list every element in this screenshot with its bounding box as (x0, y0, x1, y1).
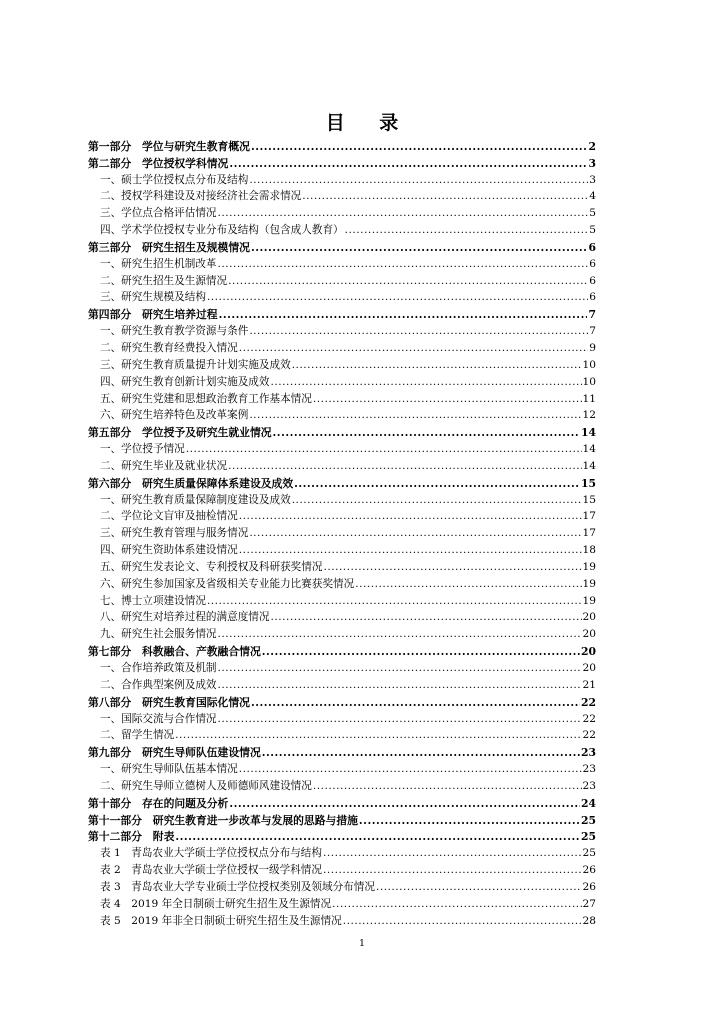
toc-entry-page: 17 (582, 510, 596, 523)
toc-dot-leader (294, 477, 580, 490)
toc-dot-leader (323, 847, 582, 860)
toc-entry-page: 26 (582, 864, 596, 877)
toc-dot-leader (271, 376, 582, 389)
toc-dot-leader (218, 713, 582, 726)
toc-entry-page: 5 (589, 207, 596, 220)
toc-subsection-entry[interactable] (88, 406, 596, 423)
toc-dot-leader (228, 275, 588, 288)
toc-subsection-entry[interactable] (88, 894, 596, 911)
toc-entry-page: 28 (582, 914, 596, 927)
toc-dot-leader (302, 190, 588, 203)
toc-entry-page: 18 (582, 544, 596, 557)
toc-section-entry[interactable] (88, 827, 596, 844)
toc-entry-title: 六、研究生参加国家及省级相关专业能力比赛获奖情况 (100, 577, 355, 590)
toc-dot-leader (239, 510, 582, 523)
toc-dot-leader (219, 308, 588, 321)
page-title: 目 录 (325, 112, 413, 134)
toc-subsection-entry[interactable] (88, 271, 596, 288)
toc-dot-leader (175, 830, 580, 843)
toc-entry-title: 二、研究生教育经费投入情况 (100, 341, 238, 354)
toc-dot-leader (313, 780, 582, 793)
toc-entry-page: 22 (582, 712, 596, 725)
toc-entry-title: 第十二部分 附表 (88, 830, 175, 844)
toc-entry-page: 23 (582, 779, 596, 792)
toc-entry-title: 二、留学生情况 (100, 729, 175, 742)
toc-entry-title: 一、研究生教育教学资源与条件 (100, 325, 249, 338)
toc-dot-leader (262, 645, 580, 658)
toc-entry-page: 10 (582, 358, 596, 371)
toc-subsection-entry[interactable] (88, 860, 596, 877)
toc-subsection-entry[interactable] (88, 254, 596, 271)
toc-subsection-entry[interactable] (88, 726, 596, 743)
toc-entry-title: 第六部分 研究生质量保障体系建设及成效 (88, 476, 294, 490)
toc-entry-title: 二、学位论文盲审及抽检情况 (100, 510, 238, 523)
toc-dot-leader (323, 561, 581, 574)
toc-entry-title: 第一部分 学位与研究生教育概况 (88, 139, 250, 153)
toc-entry-title: 二、研究生招生及生源情况 (100, 274, 228, 287)
toc-entry-page: 7 (588, 308, 596, 322)
toc-dot-leader (332, 898, 581, 911)
toc-section-entry[interactable] (88, 136, 596, 153)
toc-entry-page: 14 (580, 426, 596, 440)
toc-dot-leader (207, 291, 588, 304)
toc-entry-title: 第五部分 学位授予及研究生就业情况 (88, 426, 272, 440)
toc-entry-page: 4 (589, 190, 596, 203)
toc-subsection-entry[interactable] (88, 338, 596, 355)
toc-section-entry[interactable] (88, 422, 596, 439)
toc-subsection-entry[interactable] (88, 776, 596, 793)
toc-entry-page: 26 (582, 880, 596, 893)
toc-entry-page: 21 (582, 678, 596, 691)
toc-subsection-entry[interactable] (88, 843, 596, 860)
toc-entry-title: 一、学位授予情况 (100, 443, 185, 456)
toc-entry-page: 20 (582, 611, 596, 624)
toc-dot-leader (249, 325, 588, 338)
toc-entry-page: 24 (580, 796, 596, 810)
toc-entry-title: 一、国际交流与合作情况 (100, 712, 217, 725)
toc-entry-page: 9 (589, 341, 596, 354)
table-of-contents (88, 136, 596, 928)
toc-subsection-entry[interactable] (88, 321, 596, 338)
toc-entry-title: 表 5 2019 年非全日制硕士研究生招生及生源情况 (100, 914, 342, 927)
toc-entry-title: 二、研究生毕业及就业状况 (100, 459, 228, 472)
toc-entry-page: 2 (588, 139, 596, 153)
toc-subsection-entry[interactable] (88, 507, 596, 524)
toc-entry-page: 11 (582, 392, 596, 405)
toc-entry-page: 3 (588, 156, 596, 170)
toc-subsection-entry[interactable] (88, 372, 596, 389)
toc-subsection-entry[interactable] (88, 203, 596, 220)
toc-entry-title: 第八部分 研究生教育国际化情况 (88, 695, 250, 709)
toc-entry-page: 5 (589, 224, 596, 237)
toc-entry-title: 第九部分 研究生导师队伍建设情况 (88, 746, 261, 760)
toc-subsection-entry[interactable] (88, 355, 596, 372)
toc-subsection-entry[interactable] (88, 456, 596, 473)
toc-entry-title: 表 3 青岛农业大学专业硕士学位授权类别及领域分布情况 (100, 880, 375, 893)
toc-dot-leader (218, 258, 588, 271)
toc-dot-leader (207, 595, 582, 608)
toc-entry-title: 五、研究生发表论文、专利授权及科研获奖情况 (100, 560, 323, 573)
toc-subsection-entry[interactable] (88, 288, 596, 305)
toc-entry-title: 四、研究生教育创新计划实施及成效 (100, 375, 270, 388)
toc-dot-leader (323, 864, 582, 877)
toc-subsection-entry[interactable] (88, 540, 596, 557)
toc-entry-page: 14 (582, 459, 596, 472)
toc-section-entry[interactable] (88, 473, 596, 490)
toc-section-entry[interactable] (88, 810, 596, 827)
toc-entry-title: 表 2 青岛农业大学硕士学位授权一级学科情况 (100, 864, 322, 877)
toc-subsection-entry[interactable] (88, 187, 596, 204)
toc-entry-page: 19 (582, 577, 596, 590)
toc-entry-page: 22 (580, 695, 596, 709)
toc-dot-leader (175, 729, 581, 742)
toc-entry-title: 八、研究生对培养过程的满意度情况 (100, 611, 270, 624)
toc-entry-page: 17 (582, 527, 596, 540)
toc-entry-title: 一、研究生导师队伍基本情况 (100, 763, 238, 776)
toc-subsection-entry[interactable] (88, 759, 596, 776)
toc-dot-leader (229, 157, 587, 170)
toc-entry-title: 三、学位点合格评估情况 (100, 207, 217, 220)
toc-dot-leader (249, 174, 588, 187)
toc-entry-page: 12 (582, 409, 596, 422)
toc-subsection-entry[interactable] (88, 608, 596, 625)
toc-entry-title: 七、博士立项建设情况 (100, 594, 206, 607)
toc-dot-leader (262, 746, 580, 759)
toc-subsection-entry[interactable] (88, 658, 596, 675)
toc-entry-title: 第七部分 科教融合、产教融合情况 (88, 645, 261, 659)
toc-entry-title: 六、研究生培养特色及改革案例 (100, 409, 249, 422)
toc-entry-title: 五、研究生党建和思想政治教育工作基本情况 (100, 392, 312, 405)
toc-subsection-entry[interactable] (88, 591, 596, 608)
toc-entry-page: 10 (582, 375, 596, 388)
toc-entry-title: 三、研究生教育质量提升计划实施及成效 (100, 358, 291, 371)
toc-entry-page: 23 (582, 763, 596, 776)
toc-dot-leader (239, 544, 582, 557)
toc-entry-page: 6 (588, 240, 596, 254)
toc-entry-title: 第二部分 学位授权学科情况 (88, 156, 229, 170)
toc-entry-title: 四、学术学位授权专业分布及结构（包含成人教育） (100, 224, 344, 237)
toc-dot-leader (251, 696, 580, 709)
toc-dot-leader (218, 679, 582, 692)
toc-dot-leader (251, 140, 588, 153)
toc-entry-title: 四、研究生资助体系建设情况 (100, 544, 238, 557)
toc-entry-title: 一、研究生招生机制改革 (100, 257, 217, 270)
toc-dot-leader (251, 241, 588, 254)
toc-section-entry[interactable] (88, 641, 596, 658)
toc-entry-page: 20 (580, 645, 596, 659)
toc-entry-page: 23 (580, 746, 596, 760)
toc-dot-leader (273, 426, 580, 439)
toc-dot-leader (343, 915, 582, 928)
toc-entry-title: 一、硕士学位授权点分布及结构 (100, 173, 249, 186)
toc-entry-title: 表 4 2019 年全日制硕士研究生招生及生源情况 (100, 897, 332, 910)
toc-entry-page: 6 (589, 257, 596, 270)
toc-dot-leader (313, 393, 582, 406)
toc-entry-title: 一、合作培养政策及机制 (100, 662, 217, 674)
toc-dot-leader (218, 207, 588, 220)
toc-entry-title: 二、研究生导师立德树人及师德师风建设情况 (100, 779, 312, 792)
toc-section-entry[interactable] (88, 304, 596, 321)
toc-entry-title: 表 1 青岛农业大学硕士学位授权点分布与结构 (100, 847, 322, 860)
toc-section-entry[interactable] (88, 237, 596, 254)
toc-entry-page: 27 (582, 897, 596, 910)
toc-subsection-entry[interactable] (88, 439, 596, 456)
toc-dot-leader (355, 578, 581, 591)
toc-section-entry[interactable] (88, 153, 596, 170)
toc-section-entry[interactable] (88, 793, 596, 810)
toc-section-entry[interactable] (88, 692, 596, 709)
toc-dot-leader (376, 881, 582, 894)
toc-entry-page: 6 (589, 274, 596, 287)
toc-entry-page: 3 (589, 173, 596, 186)
toc-entry-page: 25 (580, 813, 596, 827)
toc-entry-title: 第十一部分 研究生教育进一步改革与发展的思路与措施 (88, 813, 358, 827)
toc-entry-page: 19 (582, 560, 596, 573)
toc-entry-page: 15 (580, 476, 596, 490)
toc-entry-page: 6 (589, 291, 596, 304)
toc-entry-title: 第四部分 研究生培养过程 (88, 308, 218, 322)
toc-entry-page: 7 (589, 325, 596, 338)
toc-subsection-entry[interactable] (88, 574, 596, 591)
toc-entry-page: 19 (582, 594, 596, 607)
toc-subsection-entry[interactable] (88, 675, 596, 692)
toc-dot-leader (271, 611, 582, 624)
toc-entry-page: 20 (582, 628, 596, 641)
toc-dot-leader (218, 628, 582, 641)
toc-dot-leader (186, 443, 582, 456)
toc-dot-leader (359, 814, 580, 827)
toc-subsection-entry[interactable] (88, 170, 596, 187)
toc-dot-leader (239, 342, 588, 355)
toc-dot-leader (229, 797, 580, 810)
toc-dot-leader (228, 460, 581, 473)
page-number: 1 (358, 938, 366, 949)
toc-entry-title: 三、研究生教育管理与服务情况 (100, 527, 249, 540)
toc-subsection-entry[interactable] (88, 389, 596, 406)
toc-section-entry[interactable] (88, 742, 596, 759)
toc-dot-leader (249, 527, 581, 540)
toc-dot-leader (292, 494, 582, 507)
toc-dot-leader (345, 224, 588, 237)
toc-subsection-entry[interactable] (88, 709, 596, 726)
toc-entry-page: 25 (580, 830, 596, 844)
toc-subsection-entry[interactable] (88, 557, 596, 574)
toc-dot-leader (239, 763, 582, 776)
toc-subsection-entry[interactable] (88, 220, 596, 237)
toc-entry-page: 15 (582, 493, 596, 506)
toc-dot-leader (292, 359, 582, 372)
toc-entry-title: 第三部分 研究生招生及规模情况 (88, 240, 250, 254)
toc-subsection-entry[interactable] (88, 490, 596, 507)
toc-entry-title: 二、授权学科建设及对接经济社会需求情况 (100, 190, 302, 203)
toc-entry-page: 20 (582, 662, 596, 674)
toc-entry-title: 三、研究生规模及结构 (100, 291, 206, 304)
toc-subsection-entry[interactable] (88, 911, 596, 928)
toc-subsection-entry[interactable] (88, 624, 596, 641)
toc-entry-title: 一、研究生教育质量保障制度建设及成效 (100, 493, 291, 506)
toc-dot-leader (249, 409, 581, 422)
toc-dot-leader (218, 662, 582, 675)
toc-entry-page: 22 (582, 729, 596, 742)
toc-entry-title: 九、研究生社会服务情况 (100, 628, 217, 641)
toc-subsection-entry[interactable] (88, 877, 596, 894)
toc-entry-page: 14 (582, 443, 596, 456)
toc-entry-title: 二、合作典型案例及成效 (100, 678, 217, 691)
toc-entry-page: 25 (582, 847, 596, 860)
toc-subsection-entry[interactable] (88, 523, 596, 540)
toc-entry-title: 第十部分 存在的问题及分析 (88, 796, 229, 810)
